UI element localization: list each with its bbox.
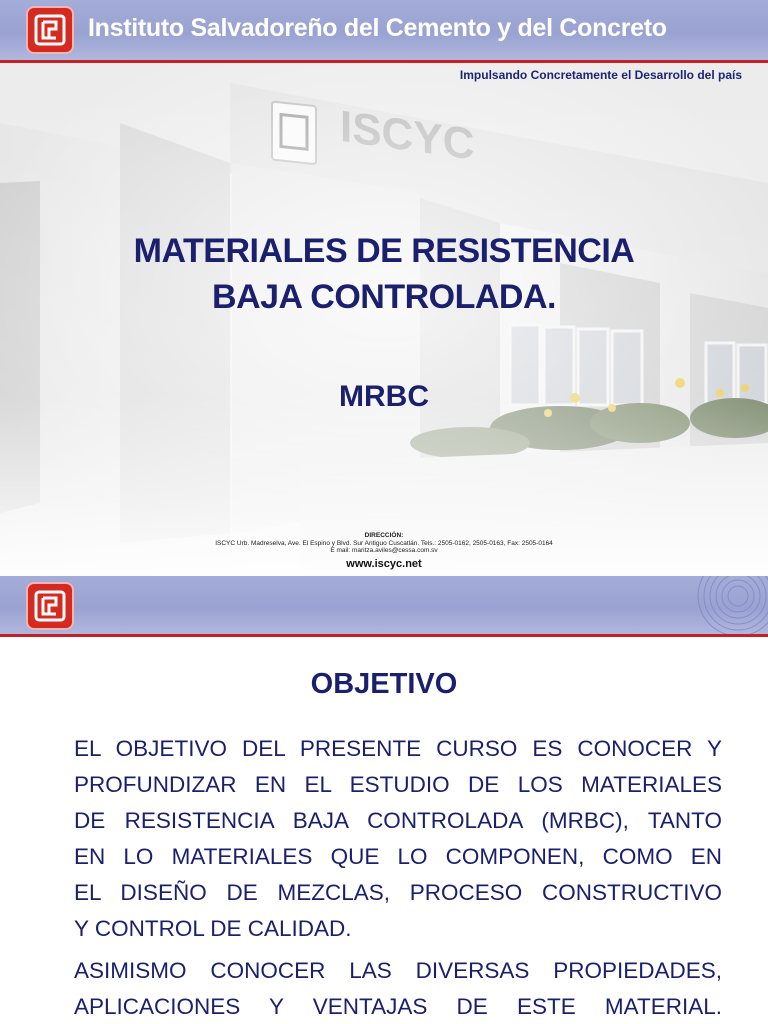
website-link[interactable]: www.iscyc.net [346, 558, 422, 570]
address-label: DIRECCIÓN: [364, 532, 404, 539]
paragraph-line: ASIMISMO CONOCER LAS DIVERSAS PROPIEDADES, [74, 958, 722, 983]
paragraph-line: DE RESISTENCIA BAJA CONTROLADA (MRBC), TANTO [74, 808, 722, 833]
iscyc-logo-icon [26, 582, 74, 630]
objective-paragraph [74, 731, 722, 947]
objective-body [74, 731, 722, 1024]
paragraph-line: PROFUNDIZAR EN EL ESTUDIO DE LOS MATERIALES [74, 772, 722, 797]
paragraph-line: EL OBJETIVO DEL PRESENTE CURSO ES CONOCER Y [74, 736, 722, 761]
paragraph-line: APLICACIONES Y VENTAJAS DE ESTE MATERIAL. [74, 994, 722, 1019]
paragraph-line: EN LO MATERIALES QUE LO COMPONEN, COMO EN [74, 844, 722, 869]
iscyc-logo-icon [26, 6, 74, 54]
objective-slide [0, 576, 768, 1024]
email-line: E mail: maritza.aviles@cessa.com.sv [330, 547, 438, 554]
objective-paragraph [74, 953, 722, 1024]
slogan: Impulsando Concretamente el Desarrollo del país [459, 68, 742, 82]
slide-title [84, 228, 684, 320]
header-divider [0, 60, 768, 63]
swirl-decoration-icon [658, 576, 768, 636]
objective-header-band [0, 576, 768, 634]
paragraph-line: EL DISEÑO DE MEZCLAS, PROCESO CONSTRUCTIVO [74, 880, 722, 905]
institute-name: Instituto Salvadoreño del Cemento y del Concreto [88, 14, 667, 42]
slide-subtitle: MRBC [339, 380, 429, 413]
title-line: MATERIALES DE RESISTENCIA [133, 232, 635, 270]
address-block [130, 532, 638, 555]
paragraph-line: Y CONTROL DE CALIDAD. [74, 916, 352, 941]
title-line: BAJA CONTROLADA. [212, 278, 556, 316]
objective-heading: OBJETIVO [310, 668, 458, 700]
address-line: ISCYC Urb. Madreselva, Ave. El Espino y Blvd. Sur Antiguo Cuscatlán. Tels.: 2505-0162, 2505-0163, Fax: 2505-0164 [215, 539, 553, 547]
header-divider [0, 634, 768, 637]
